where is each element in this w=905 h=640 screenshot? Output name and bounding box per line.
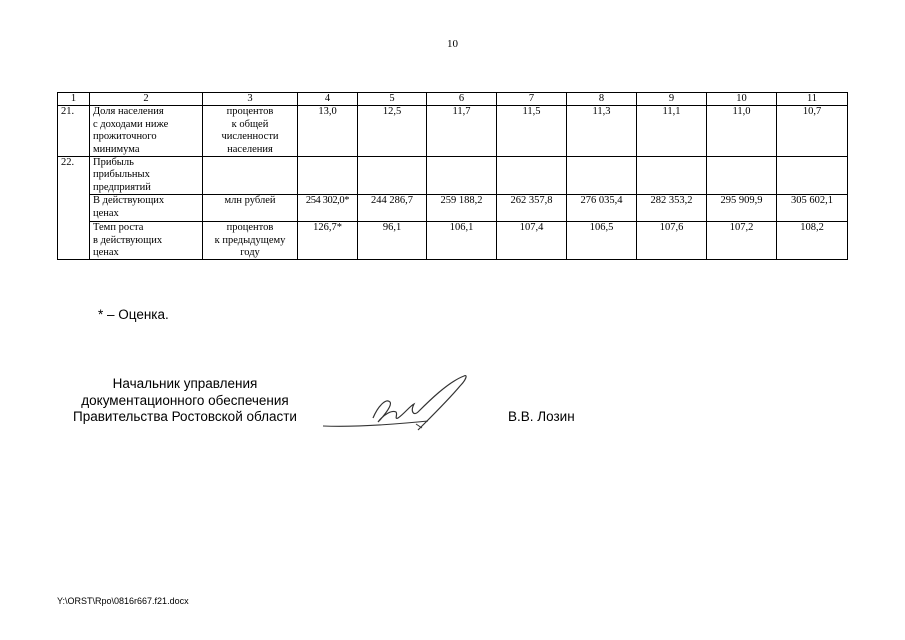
value-cell: 244 286,7: [358, 195, 427, 222]
signatory-title: [60, 376, 310, 426]
header-cell: 1: [58, 93, 90, 106]
value-cell: 107,4: [497, 222, 567, 260]
file-path: Y:\ORST\Rpo\0816r667.f21.docx: [57, 596, 189, 606]
value-cell: 106,1: [427, 222, 497, 260]
value-cell: 282 353,2: [637, 195, 707, 222]
row-unit: [203, 106, 298, 157]
empty-cell: [298, 157, 358, 195]
signer-name: В.В. Лозин: [508, 409, 575, 424]
title-line: Начальник управления: [112, 376, 258, 391]
header-cell: 8: [567, 93, 637, 106]
header-cell: 7: [497, 93, 567, 106]
empty-cell: [777, 157, 848, 195]
value-cell: 295 909,9: [707, 195, 777, 222]
text-line: ценах: [93, 207, 119, 219]
value-cell: 259 188,2: [427, 195, 497, 222]
row-number: 22.: [58, 157, 90, 195]
value-cell: 126,7*: [298, 222, 358, 260]
value-cell: 254 302,0*: [298, 195, 358, 222]
header-cell: 11: [777, 93, 848, 106]
row-indicator-name: [90, 222, 203, 260]
value-cell: 13,0: [298, 106, 358, 157]
title-line: документационного обеспечения: [81, 392, 289, 408]
text-line: к предыдущему: [214, 234, 286, 246]
header-cell: 6: [427, 93, 497, 106]
header-cell: 5: [358, 93, 427, 106]
empty-cell: [427, 157, 497, 195]
text-line: Темп роста: [93, 222, 144, 234]
empty-cell: [58, 195, 90, 222]
header-cell: 3: [203, 93, 298, 106]
data-table: [57, 92, 848, 260]
value-cell: 10,7: [777, 106, 848, 157]
value-cell: 11,3: [567, 106, 637, 157]
value-cell: 11,5: [497, 106, 567, 157]
value-cell: 107,6: [637, 222, 707, 260]
empty-cell: [58, 222, 90, 260]
text-line: в действующих: [93, 234, 163, 246]
row-number: 21.: [58, 106, 90, 157]
handwritten-signature: [318, 368, 478, 438]
empty-cell: [707, 157, 777, 195]
value-cell: 305 602,1: [777, 195, 848, 222]
text-line: прожиточного: [93, 131, 157, 143]
text-line: В действующих: [93, 195, 165, 207]
table-row-22-growth-rate: [58, 222, 848, 260]
table-row-22: [58, 157, 848, 195]
table-row-22-current-prices: [58, 195, 848, 222]
text-line: процентов: [226, 106, 274, 118]
value-cell: 12,5: [358, 106, 427, 157]
value-cell: 107,2: [707, 222, 777, 260]
text-line: процентов: [226, 222, 274, 234]
row-indicator-name: [90, 106, 203, 157]
text-line: минимума: [93, 143, 140, 155]
text-line: населения: [227, 143, 273, 155]
text-line: численности: [221, 131, 279, 143]
page-number: 10: [447, 38, 458, 50]
value-cell: 106,5: [567, 222, 637, 260]
header-cell: 2: [90, 93, 203, 106]
value-cell: 108,2: [777, 222, 848, 260]
value-cell: 276 035,4: [567, 195, 637, 222]
text-line: прибыльных: [93, 169, 150, 181]
value-cell: 11,0: [707, 106, 777, 157]
text-line: к общей: [231, 118, 269, 130]
empty-cell: [567, 157, 637, 195]
header-cell: 9: [637, 93, 707, 106]
text-line: Доля населения: [93, 106, 164, 118]
header-cell: 4: [298, 93, 358, 106]
value-cell: 11,1: [637, 106, 707, 157]
table-header-row: [58, 93, 848, 106]
value-cell: 11,7: [427, 106, 497, 157]
footnote: * – Оценка.: [98, 307, 169, 322]
empty-cell: [637, 157, 707, 195]
empty-cell: [203, 157, 298, 195]
text-line: Прибыль: [93, 157, 134, 169]
value-cell: 262 357,8: [497, 195, 567, 222]
table-row-21: [58, 106, 848, 157]
header-cell: 10: [707, 93, 777, 106]
value-cell: 96,1: [358, 222, 427, 260]
row-unit: [203, 222, 298, 260]
text-line: предприятий: [93, 181, 151, 193]
row-unit: млн рублей: [203, 195, 298, 222]
empty-cell: [497, 157, 567, 195]
text-line: ценах: [93, 247, 119, 259]
text-line: году: [240, 247, 260, 259]
text-line: с доходами ниже: [93, 118, 169, 130]
row-indicator-name: [90, 157, 203, 195]
row-indicator-name: [90, 195, 203, 222]
title-line: Правительства Ростовской области: [73, 409, 297, 424]
empty-cell: [358, 157, 427, 195]
